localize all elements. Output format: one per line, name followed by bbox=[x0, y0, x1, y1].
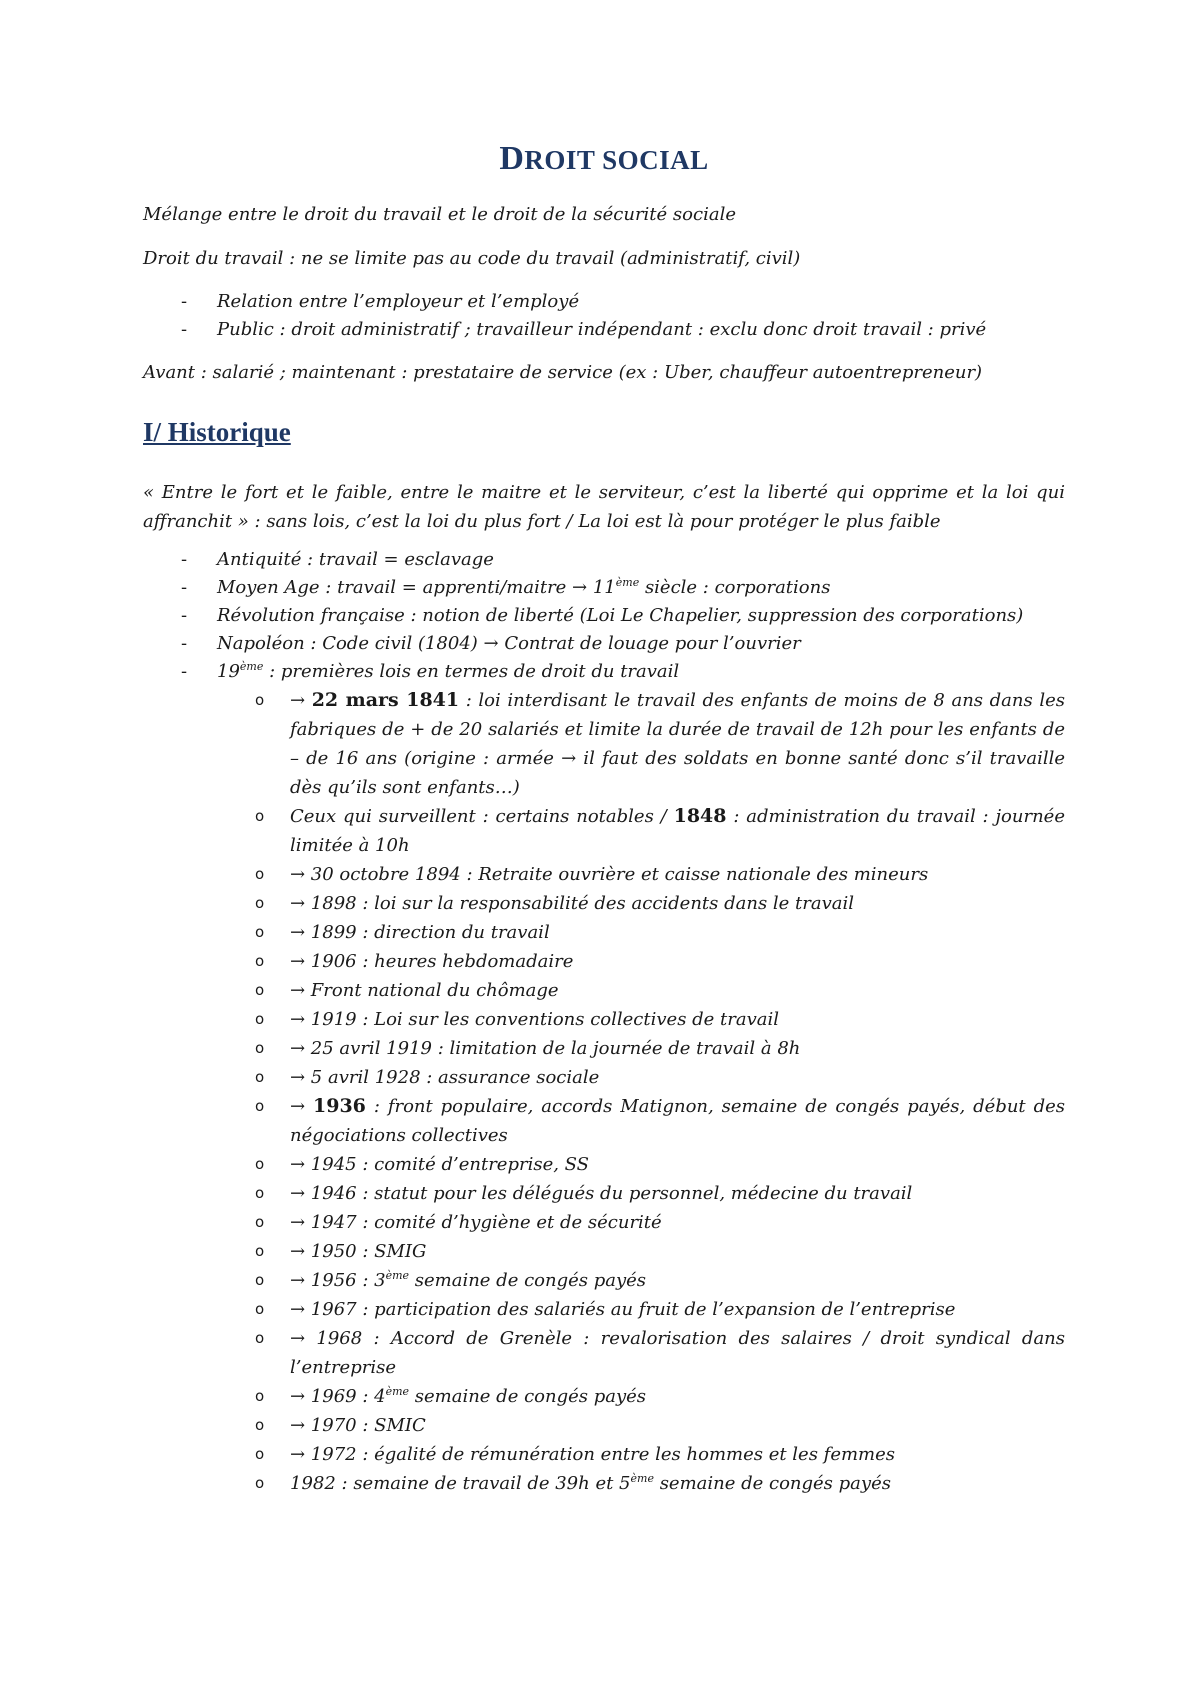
list-item-text: semaine de congés payés bbox=[409, 1270, 647, 1291]
list-item bbox=[143, 1440, 1065, 1469]
arrow-text: → bbox=[290, 690, 312, 711]
document-title bbox=[143, 140, 1065, 178]
list-item-text: Révolution française : notion de liberté (Loi Le Chapelier, suppression des corporations) bbox=[217, 605, 1024, 626]
history-sub-list bbox=[143, 686, 1065, 1498]
list-item-text: 1982 : semaine de travail de 39h et 5 bbox=[290, 1473, 631, 1494]
document-page bbox=[143, 140, 1065, 1498]
list-item bbox=[143, 602, 1065, 630]
circle-bullet: o bbox=[255, 1300, 265, 1318]
list-item-text: 19 bbox=[217, 661, 240, 682]
circle-bullet: o bbox=[255, 1242, 265, 1260]
list-item-text: : premières lois en termes de droit du travail bbox=[263, 661, 680, 682]
intro-paragraph-1: Mélange entre le droit du travail et le droit de la sécurité sociale bbox=[143, 204, 736, 225]
list-item-text: → 1946 : statut pour les délégués du personnel, médecine du travail bbox=[290, 1183, 913, 1204]
list-item bbox=[143, 630, 1065, 658]
list-item-text: → 1906 : heures hebdomadaire bbox=[290, 951, 574, 972]
list-item bbox=[143, 546, 1065, 574]
list-item-text: → 1898 : loi sur la responsabilité des accidents dans le travail bbox=[290, 893, 855, 914]
circle-bullet: o bbox=[255, 1010, 265, 1028]
list-item-text: → 30 octobre 1894 : Retraite ouvrière et caisse nationale des mineurs bbox=[290, 864, 929, 885]
list-item bbox=[143, 860, 1065, 889]
dash-bullet: - bbox=[181, 633, 188, 654]
list-item bbox=[143, 1005, 1065, 1034]
circle-bullet: o bbox=[255, 1416, 265, 1434]
list-item-text: → 1919 : Loi sur les conventions collectives de travail bbox=[290, 1009, 780, 1030]
list-item bbox=[143, 889, 1065, 918]
list-item bbox=[143, 802, 1065, 860]
list-item bbox=[143, 1208, 1065, 1237]
list-item bbox=[143, 1092, 1065, 1150]
list-item bbox=[143, 1411, 1065, 1440]
history-dash-list bbox=[143, 546, 1065, 686]
list-item-text: → 1970 : SMIC bbox=[290, 1415, 426, 1436]
section-heading-historique: I/ Historique bbox=[143, 417, 291, 447]
dash-bullet: - bbox=[181, 549, 188, 570]
circle-bullet: o bbox=[255, 952, 265, 970]
list-item bbox=[143, 686, 1065, 802]
superscript: ème bbox=[239, 660, 264, 673]
bold-date: 1936 bbox=[313, 1095, 366, 1117]
circle-bullet: o bbox=[255, 981, 265, 999]
list-item bbox=[143, 658, 1065, 686]
list-item bbox=[143, 1150, 1065, 1179]
circle-bullet: o bbox=[255, 691, 265, 709]
list-item-text: → 1945 : comité d’entreprise, SS bbox=[290, 1154, 590, 1175]
list-item-text: → 1947 : comité d’hygiène et de sécurité bbox=[290, 1212, 662, 1233]
list-item bbox=[143, 1382, 1065, 1411]
circle-bullet: o bbox=[255, 1155, 265, 1173]
list-item-text: Ceux qui surveillent : certains notables / bbox=[290, 806, 674, 827]
dash-bullet: - bbox=[181, 577, 188, 598]
dash-bullet: - bbox=[181, 661, 188, 682]
circle-bullet: o bbox=[255, 1474, 265, 1492]
list-item bbox=[143, 288, 1065, 316]
list-item-text: Antiquité : travail = esclavage bbox=[217, 549, 494, 570]
circle-bullet: o bbox=[255, 1097, 265, 1115]
title-rest: ROIT SOCIAL bbox=[524, 145, 709, 175]
superscript: ème bbox=[385, 1385, 410, 1398]
dash-bullet: - bbox=[181, 605, 188, 626]
circle-bullet: o bbox=[255, 1445, 265, 1463]
list-item-text: → 1899 : direction du travail bbox=[290, 922, 550, 943]
circle-bullet: o bbox=[255, 1068, 265, 1086]
dash-bullet: - bbox=[181, 291, 188, 312]
list-item-text: → 1972 : égalité de rémunération entre les hommes et les femmes bbox=[290, 1444, 896, 1465]
circle-bullet: o bbox=[255, 923, 265, 941]
list-item-text: : administration du travail : journée limitée à 10h bbox=[290, 806, 1065, 856]
circle-bullet: o bbox=[255, 1329, 265, 1347]
list-item-text: Napoléon : Code civil (1804) → Contrat de louage pour l’ouvrier bbox=[217, 633, 801, 654]
circle-bullet: o bbox=[255, 1039, 265, 1057]
circle-bullet: o bbox=[255, 1271, 265, 1289]
list-item-text: → 1968 : Accord de Grenèle : revalorisation des salaires / droit syndical dans l’entreprise bbox=[290, 1328, 1065, 1378]
list-item bbox=[143, 947, 1065, 976]
list-item bbox=[143, 316, 1065, 344]
list-item bbox=[143, 1469, 1065, 1498]
circle-bullet: o bbox=[255, 1184, 265, 1202]
superscript: ème bbox=[385, 1269, 410, 1282]
bold-date: 1848 bbox=[673, 805, 727, 827]
intro-paragraph-3: Avant : salarié ; maintenant : prestataire de service (ex : Uber, chauffeur autoentrepreneur) bbox=[143, 362, 983, 383]
list-item bbox=[143, 574, 1065, 602]
list-item-text: → 1967 : participation des salariés au fruit de l’expansion de l’entreprise bbox=[290, 1299, 956, 1320]
circle-bullet: o bbox=[255, 894, 265, 912]
quote-paragraph: « Entre le fort et le faible, entre le maitre et le serviteur, c’est la liberté qui opprime et la loi qui affranchit » : sans lois, c’est la loi du plus fort / La loi est là pour protéger le plus faible bbox=[143, 482, 1065, 532]
list-item bbox=[143, 1237, 1065, 1266]
list-item bbox=[143, 918, 1065, 947]
list-item bbox=[143, 1034, 1065, 1063]
bold-date: 22 mars 1841 bbox=[311, 689, 460, 711]
list-item-text: → 5 avril 1928 : assurance sociale bbox=[290, 1067, 600, 1088]
list-item-text: : front populaire, accords Matignon, semaine de congés payés, début des négociations collectives bbox=[290, 1096, 1066, 1146]
list-item bbox=[143, 1179, 1065, 1208]
intro-bullet-list bbox=[143, 288, 1065, 344]
list-item bbox=[143, 1266, 1065, 1295]
list-item bbox=[143, 1063, 1065, 1092]
list-item-text: Public : droit administratif ; travailleur indépendant : exclu donc droit travail : privé bbox=[217, 319, 987, 340]
list-item-text: → 1956 : 3 bbox=[290, 1270, 386, 1291]
list-item bbox=[143, 1295, 1065, 1324]
superscript: ème bbox=[630, 1472, 654, 1485]
list-item-text: → 1950 : SMIG bbox=[290, 1241, 427, 1262]
superscript: ème bbox=[615, 576, 640, 589]
list-item-text: → 25 avril 1919 : limitation de la journée de travail à 8h bbox=[290, 1038, 801, 1059]
circle-bullet: o bbox=[255, 1387, 265, 1405]
intro-paragraph-2: Droit du travail : ne se limite pas au code du travail (administratif, civil) bbox=[143, 248, 801, 269]
arrow-text: → bbox=[290, 1096, 314, 1117]
circle-bullet: o bbox=[255, 807, 265, 825]
dash-bullet: - bbox=[181, 319, 188, 340]
title-initial: D bbox=[499, 140, 525, 177]
list-item-text: siècle : corporations bbox=[639, 577, 831, 598]
list-item-text: → Front national du chômage bbox=[290, 980, 559, 1001]
list-item-text: → 1969 : 4 bbox=[290, 1386, 386, 1407]
list-item-text: Moyen Age : travail = apprenti/maitre → 11 bbox=[217, 577, 616, 598]
circle-bullet: o bbox=[255, 1213, 265, 1231]
circle-bullet: o bbox=[255, 865, 265, 883]
list-item bbox=[143, 976, 1065, 1005]
list-item-text: semaine de congés payés bbox=[653, 1473, 891, 1494]
list-item-text: : loi interdisant le travail des enfants de moins de 8 ans dans les fabriques de + de 20 salariés et limite la durée de travail de 12h pour les enfants de – de 16 ans (origine : armée → il faut des soldats en bonne santé donc s’il travaille dès qu’ils sont enfants…) bbox=[290, 690, 1065, 798]
list-item bbox=[143, 1324, 1065, 1382]
list-item-text: Relation entre l’employeur et l’employé bbox=[217, 291, 580, 312]
list-item-text: semaine de congés payés bbox=[409, 1386, 647, 1407]
